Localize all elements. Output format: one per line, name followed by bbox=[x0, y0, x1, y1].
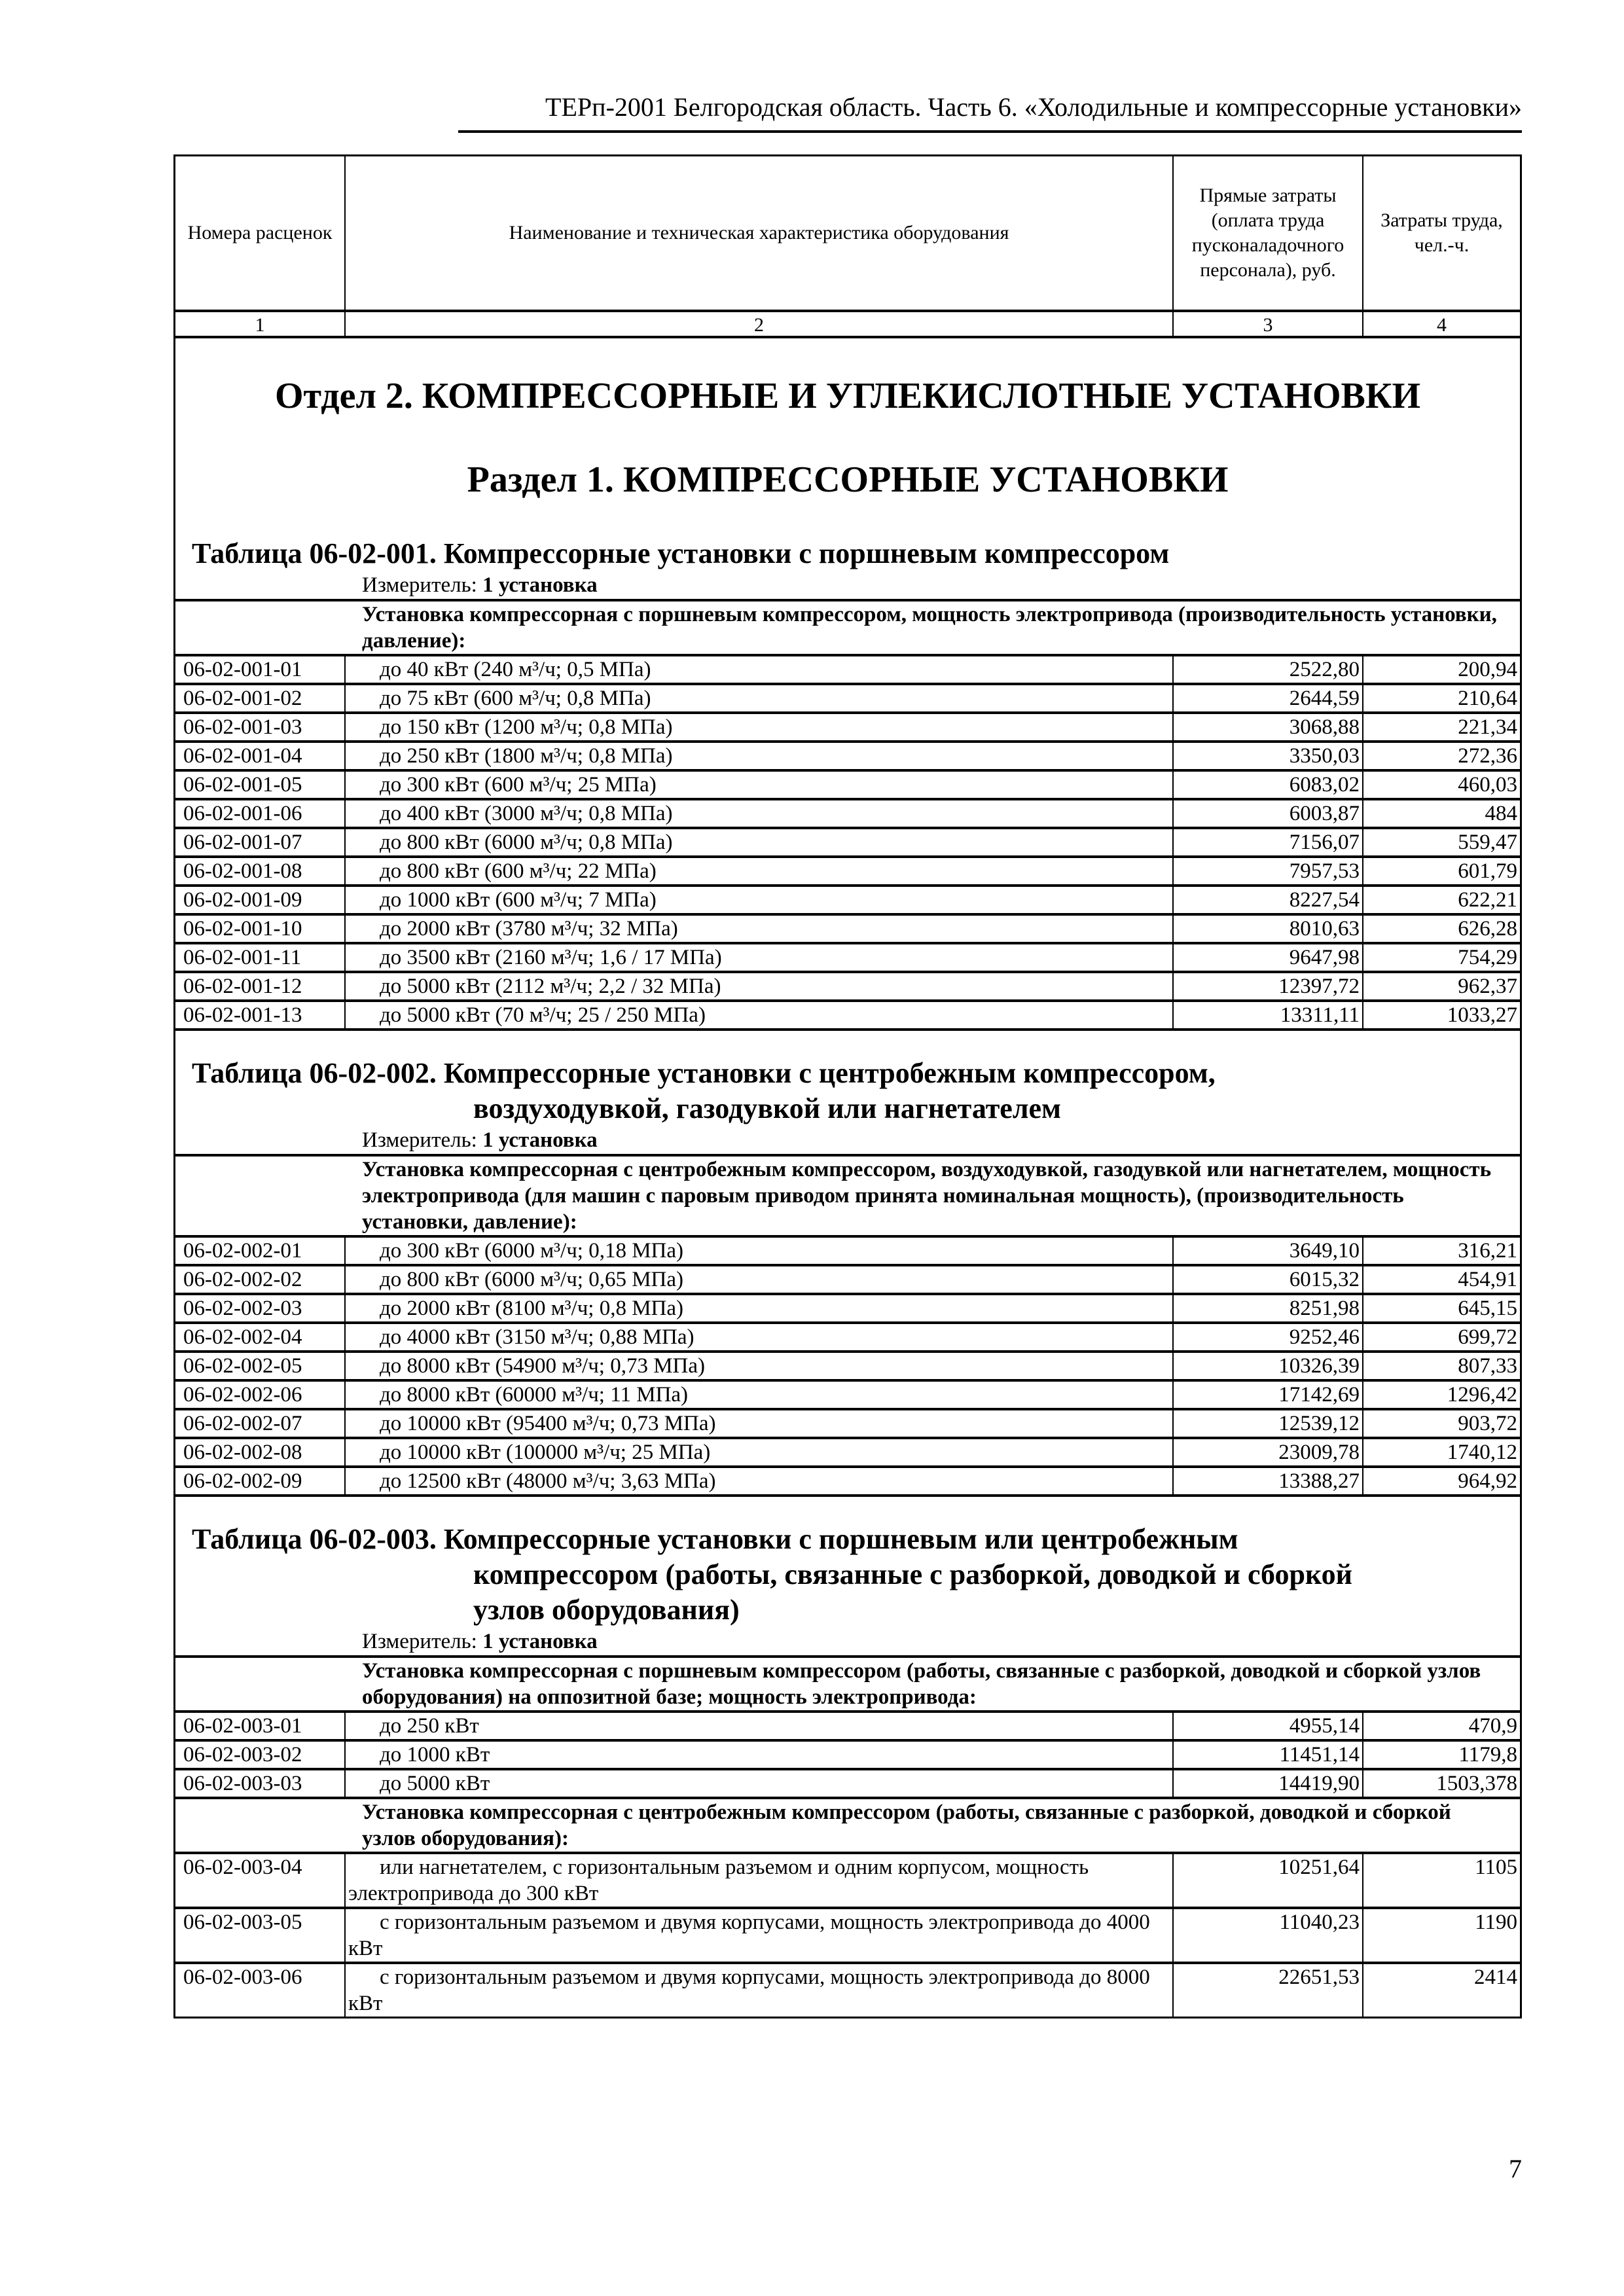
unit-label: Измеритель: bbox=[362, 573, 477, 597]
equipment-description: до 40 кВт (240 м³/ч; 0,5 МПа) bbox=[346, 656, 1174, 683]
rate-code: 06-02-001-04 bbox=[175, 743, 346, 769]
labor-cost: 272,36 bbox=[1458, 744, 1517, 768]
rate-code: 06-02-001-09 bbox=[175, 887, 346, 913]
direct-cost: 3649,10 bbox=[1174, 1238, 1363, 1264]
labor-cost: 1179,8 bbox=[1458, 1743, 1517, 1767]
rate-code: 06-02-001-06 bbox=[175, 800, 346, 827]
table-title-line: Таблица 06-02-003. Компрессорные установки с поршневым или центробежным bbox=[192, 1523, 1238, 1555]
equipment-description: до 2000 кВт (3780 м³/ч; 32 МПа) bbox=[346, 916, 1174, 942]
rate-code: 06-02-003-05 bbox=[175, 1909, 346, 1962]
direct-cost: 2644,59 bbox=[1174, 685, 1363, 711]
table-row bbox=[175, 913, 1520, 942]
equipment-description: до 300 кВт (600 м³/ч; 25 МПа) bbox=[346, 772, 1174, 798]
table-row bbox=[175, 740, 1520, 769]
table-row bbox=[175, 769, 1520, 798]
rate-code: 06-02-001-05 bbox=[175, 772, 346, 798]
table-row bbox=[175, 942, 1520, 971]
column-number-2: 2 bbox=[346, 312, 1174, 336]
table-title bbox=[175, 1028, 1520, 1126]
rate-code: 06-02-002-02 bbox=[175, 1266, 346, 1293]
rate-code: 06-02-002-04 bbox=[175, 1324, 346, 1350]
running-header: ТЕРп-2001 Белгородская область. Часть 6. «Холодильные и компрессорные установки» bbox=[545, 92, 1522, 122]
table-title-line: узлов оборудования) bbox=[473, 1594, 740, 1626]
labor-cost: 210,64 bbox=[1458, 687, 1517, 710]
column-header-labor: Затраты труда, чел.-ч. bbox=[1380, 209, 1503, 256]
table-rows bbox=[175, 654, 1520, 1028]
unit-label: Измеритель: bbox=[362, 1630, 477, 1653]
column-number-4: 4 bbox=[1437, 314, 1447, 336]
table-row bbox=[175, 1321, 1520, 1350]
rate-code: 06-02-001-13 bbox=[175, 1002, 346, 1028]
labor-cost: 1033,27 bbox=[1447, 1003, 1517, 1027]
table-row bbox=[175, 1739, 1520, 1768]
direct-cost: 13388,27 bbox=[1174, 1468, 1363, 1494]
labor-cost: 964,92 bbox=[1458, 1469, 1517, 1493]
equipment-description: или нагнетателем, с горизонтальным разъемом и одним корпусом, мощность электропривода до 300 кВт bbox=[346, 1854, 1174, 1907]
direct-cost: 17142,69 bbox=[1174, 1382, 1363, 1408]
column-number-1: 1 bbox=[175, 312, 346, 336]
table-row bbox=[175, 683, 1520, 711]
direct-cost: 8251,98 bbox=[1174, 1295, 1363, 1321]
rate-code: 06-02-001-08 bbox=[175, 858, 346, 884]
labor-cost: 200,94 bbox=[1458, 658, 1517, 681]
rate-code: 06-02-003-03 bbox=[175, 1770, 346, 1797]
labor-cost: 1105 bbox=[1475, 1856, 1517, 1879]
table-row bbox=[175, 1465, 1520, 1494]
labor-cost: 626,28 bbox=[1458, 917, 1517, 941]
rate-code: 06-02-001-01 bbox=[175, 656, 346, 683]
equipment-description: с горизонтальным разъемом и двумя корпусами, мощность электропривода до 4000 кВт bbox=[346, 1909, 1174, 1962]
table-row bbox=[175, 855, 1520, 884]
equipment-description: до 250 кВт (1800 м³/ч; 0,8 МПа) bbox=[346, 743, 1174, 769]
rate-code: 06-02-001-10 bbox=[175, 916, 346, 942]
table-row bbox=[175, 1408, 1520, 1437]
group-description: Установка компрессорная с центробежным компрессором (работы, связанные с разборкой, доводкой и сборкой узлов оборудования): bbox=[175, 1797, 1520, 1852]
column-header-cost: Прямые затраты (оплата труда пусконаладочного персонала), руб. bbox=[1174, 156, 1363, 310]
unit-line bbox=[175, 571, 1520, 599]
table-title-line: Таблица 06-02-001. Компрессорные установки с поршневым компрессором bbox=[192, 537, 1170, 569]
rate-code: 06-02-002-09 bbox=[175, 1468, 346, 1494]
direct-cost: 13311,11 bbox=[1174, 1002, 1363, 1028]
labor-cost: 903,72 bbox=[1458, 1412, 1517, 1435]
direct-cost: 11040,23 bbox=[1174, 1909, 1363, 1962]
table-row bbox=[175, 1768, 1520, 1797]
labor-cost: 2414 bbox=[1474, 1965, 1517, 1989]
table-row bbox=[175, 1235, 1520, 1264]
price-table bbox=[173, 154, 1522, 2018]
labor-cost: 470,9 bbox=[1468, 1714, 1517, 1738]
division-heading: Отдел 2. КОМПРЕССОРНЫЕ И УГЛЕКИСЛОТНЫЕ УСТАНОВКИ bbox=[274, 376, 1421, 416]
unit-line bbox=[175, 1126, 1520, 1154]
rate-code: 06-02-002-06 bbox=[175, 1382, 346, 1408]
equipment-description: до 150 кВт (1200 м³/ч; 0,8 МПа) bbox=[346, 714, 1174, 740]
table-title-line: Таблица 06-02-002. Компрессорные установки с центробежным компрессором, bbox=[192, 1057, 1216, 1089]
equipment-description: до 4000 кВт (3150 м³/ч; 0,88 МПа) bbox=[346, 1324, 1174, 1350]
table-rows bbox=[175, 1235, 1520, 1494]
labor-cost: 962,37 bbox=[1458, 975, 1517, 998]
page-number: 7 bbox=[1509, 2154, 1522, 2183]
rate-code: 06-02-003-06 bbox=[175, 1964, 346, 2017]
direct-cost: 6083,02 bbox=[1174, 772, 1363, 798]
equipment-description: до 5000 кВт (2112 м³/ч; 2,2 / 32 МПа) bbox=[346, 973, 1174, 999]
direct-cost: 14419,90 bbox=[1174, 1770, 1363, 1797]
equipment-description: до 5000 кВт bbox=[346, 1770, 1174, 1797]
equipment-description: до 75 кВт (600 м³/ч; 0,8 МПа) bbox=[346, 685, 1174, 711]
labor-cost: 754,29 bbox=[1458, 946, 1517, 969]
column-header-code: Номера расценок bbox=[175, 156, 346, 310]
labor-cost: 807,33 bbox=[1458, 1354, 1517, 1378]
direct-cost: 3350,03 bbox=[1174, 743, 1363, 769]
labor-cost: 559,47 bbox=[1458, 831, 1517, 854]
equipment-description: до 800 кВт (6000 м³/ч; 0,8 МПа) bbox=[346, 829, 1174, 855]
table-row bbox=[175, 798, 1520, 827]
equipment-description: до 250 кВт bbox=[346, 1713, 1174, 1739]
table-row bbox=[175, 884, 1520, 913]
direct-cost: 23009,78 bbox=[1174, 1439, 1363, 1465]
direct-cost: 12397,72 bbox=[1174, 973, 1363, 999]
direct-cost: 9252,46 bbox=[1174, 1324, 1363, 1350]
direct-cost: 9647,98 bbox=[1174, 944, 1363, 971]
unit-value: 1 установка bbox=[482, 1128, 598, 1152]
direct-cost: 8227,54 bbox=[1174, 887, 1363, 913]
section-heading: Раздел 1. КОМПРЕССОРНЫЕ УСТАНОВКИ bbox=[467, 459, 1229, 500]
labor-cost: 1503,378 bbox=[1436, 1772, 1517, 1795]
labor-cost: 1296,42 bbox=[1447, 1383, 1517, 1407]
equipment-description: до 10000 кВт (95400 м³/ч; 0,73 МПа) bbox=[346, 1410, 1174, 1437]
rate-code: 06-02-003-02 bbox=[175, 1742, 346, 1768]
labor-cost: 221,34 bbox=[1458, 715, 1517, 739]
column-number-row bbox=[175, 312, 1520, 338]
group-description: Установка компрессорная с поршневым компрессором (работы, связанные с разборкой, доводкой и сборкой узлов оборудования) на оппозитной базе; мощность электропривода: bbox=[175, 1655, 1520, 1710]
direct-cost: 8010,63 bbox=[1174, 916, 1363, 942]
labor-cost: 484 bbox=[1485, 802, 1517, 825]
rate-code: 06-02-002-07 bbox=[175, 1410, 346, 1437]
direct-cost: 6003,87 bbox=[1174, 800, 1363, 827]
equipment-description: до 5000 кВт (70 м³/ч; 25 / 250 МПа) bbox=[346, 1002, 1174, 1028]
rate-code: 06-02-002-05 bbox=[175, 1353, 346, 1379]
header-rule bbox=[458, 130, 1522, 133]
rate-code: 06-02-001-12 bbox=[175, 973, 346, 999]
direct-cost: 2522,80 bbox=[1174, 656, 1363, 683]
unit-label: Измеритель: bbox=[362, 1128, 477, 1152]
table-title-line: воздуходувкой, газодувкой или нагнетателем bbox=[473, 1092, 1062, 1124]
labor-cost: 645,15 bbox=[1458, 1297, 1517, 1320]
column-header-row bbox=[175, 156, 1520, 312]
labor-cost: 1190 bbox=[1475, 1910, 1517, 1934]
group-description: Установка компрессорная с центробежным компрессором, воздуходувкой, газодувкой или нагнетателем, мощность электропривода (для машин с паровым приводом принята номинальная мощность), (производительность установки, давление): bbox=[175, 1154, 1520, 1235]
table-row bbox=[175, 1350, 1520, 1379]
direct-cost: 10251,64 bbox=[1174, 1854, 1363, 1907]
rate-code: 06-02-001-03 bbox=[175, 714, 346, 740]
labor-cost: 1740,12 bbox=[1447, 1441, 1517, 1464]
column-number-3: 3 bbox=[1174, 312, 1363, 336]
equipment-description: до 12500 кВт (48000 м³/ч; 3,63 МПа) bbox=[346, 1468, 1174, 1494]
equipment-description: до 400 кВт (3000 м³/ч; 0,8 МПа) bbox=[346, 800, 1174, 827]
direct-cost: 22651,53 bbox=[1174, 1964, 1363, 2017]
table-row bbox=[175, 999, 1520, 1028]
unit-line bbox=[175, 1628, 1520, 1655]
labor-cost: 316,21 bbox=[1458, 1239, 1517, 1263]
direct-cost: 3068,88 bbox=[1174, 714, 1363, 740]
rate-code: 06-02-001-11 bbox=[175, 944, 346, 971]
table-row bbox=[175, 1710, 1520, 1739]
rate-code: 06-02-001-07 bbox=[175, 829, 346, 855]
rate-code: 06-02-002-01 bbox=[175, 1238, 346, 1264]
direct-cost: 10326,39 bbox=[1174, 1353, 1363, 1379]
equipment-description: до 8000 кВт (54900 м³/ч; 0,73 МПа) bbox=[346, 1353, 1174, 1379]
table-row bbox=[175, 827, 1520, 855]
table-title bbox=[175, 501, 1520, 571]
equipment-description: до 1000 кВт (600 м³/ч; 7 МПа) bbox=[346, 887, 1174, 913]
table-row bbox=[175, 971, 1520, 999]
rate-code: 06-02-002-03 bbox=[175, 1295, 346, 1321]
labor-cost: 454,91 bbox=[1458, 1268, 1517, 1291]
group-description: Установка компрессорная с поршневым компрессором, мощность электропривода (производительность установки, давление): bbox=[175, 599, 1520, 654]
column-header-name: Наименование и техническая характеристика оборудования bbox=[346, 156, 1174, 310]
table-row bbox=[175, 1379, 1520, 1408]
unit-value: 1 установка bbox=[482, 1630, 598, 1653]
table-title-line: компрессором (работы, связанные с разборкой, доводкой и сборкой bbox=[473, 1558, 1353, 1590]
table-row bbox=[175, 1293, 1520, 1321]
equipment-description: до 3500 кВт (2160 м³/ч; 1,6 / 17 МПа) bbox=[346, 944, 1174, 971]
direct-cost: 12539,12 bbox=[1174, 1410, 1363, 1437]
equipment-description: до 8000 кВт (60000 м³/ч; 11 МПа) bbox=[346, 1382, 1174, 1408]
equipment-description: до 300 кВт (6000 м³/ч; 0,18 МПа) bbox=[346, 1238, 1174, 1264]
table-rows bbox=[175, 1710, 1520, 1797]
labor-cost: 460,03 bbox=[1458, 773, 1517, 797]
rate-code: 06-02-002-08 bbox=[175, 1439, 346, 1465]
labor-cost: 699,72 bbox=[1458, 1325, 1517, 1349]
direct-cost: 7156,07 bbox=[1174, 829, 1363, 855]
equipment-description: до 10000 кВт (100000 м³/ч; 25 МПа) bbox=[346, 1439, 1174, 1465]
direct-cost: 4955,14 bbox=[1174, 1713, 1363, 1739]
equipment-description: до 800 кВт (6000 м³/ч; 0,65 МПа) bbox=[346, 1266, 1174, 1293]
equipment-description: до 1000 кВт bbox=[346, 1742, 1174, 1768]
rate-code: 06-02-003-04 bbox=[175, 1854, 346, 1907]
table-row bbox=[175, 1907, 1520, 1962]
equipment-description: до 2000 кВт (8100 м³/ч; 0,8 МПа) bbox=[346, 1295, 1174, 1321]
labor-cost: 601,79 bbox=[1458, 859, 1517, 883]
unit-value: 1 установка bbox=[482, 573, 598, 597]
table-row bbox=[175, 1852, 1520, 1907]
rate-code: 06-02-003-01 bbox=[175, 1713, 346, 1739]
rate-code: 06-02-001-02 bbox=[175, 685, 346, 711]
direct-cost: 7957,53 bbox=[1174, 858, 1363, 884]
labor-cost: 622,21 bbox=[1458, 888, 1517, 912]
table-row bbox=[175, 1437, 1520, 1465]
table-row bbox=[175, 654, 1520, 683]
table-rows bbox=[175, 1852, 1520, 2017]
equipment-description: до 800 кВт (600 м³/ч; 22 МПа) bbox=[346, 858, 1174, 884]
table-title bbox=[175, 1494, 1520, 1628]
equipment-description: с горизонтальным разъемом и двумя корпусами, мощность электропривода до 8000 кВт bbox=[346, 1964, 1174, 2017]
table-row bbox=[175, 1264, 1520, 1293]
direct-cost: 11451,14 bbox=[1174, 1742, 1363, 1768]
table-row bbox=[175, 711, 1520, 740]
table-row bbox=[175, 1962, 1520, 2017]
direct-cost: 6015,32 bbox=[1174, 1266, 1363, 1293]
